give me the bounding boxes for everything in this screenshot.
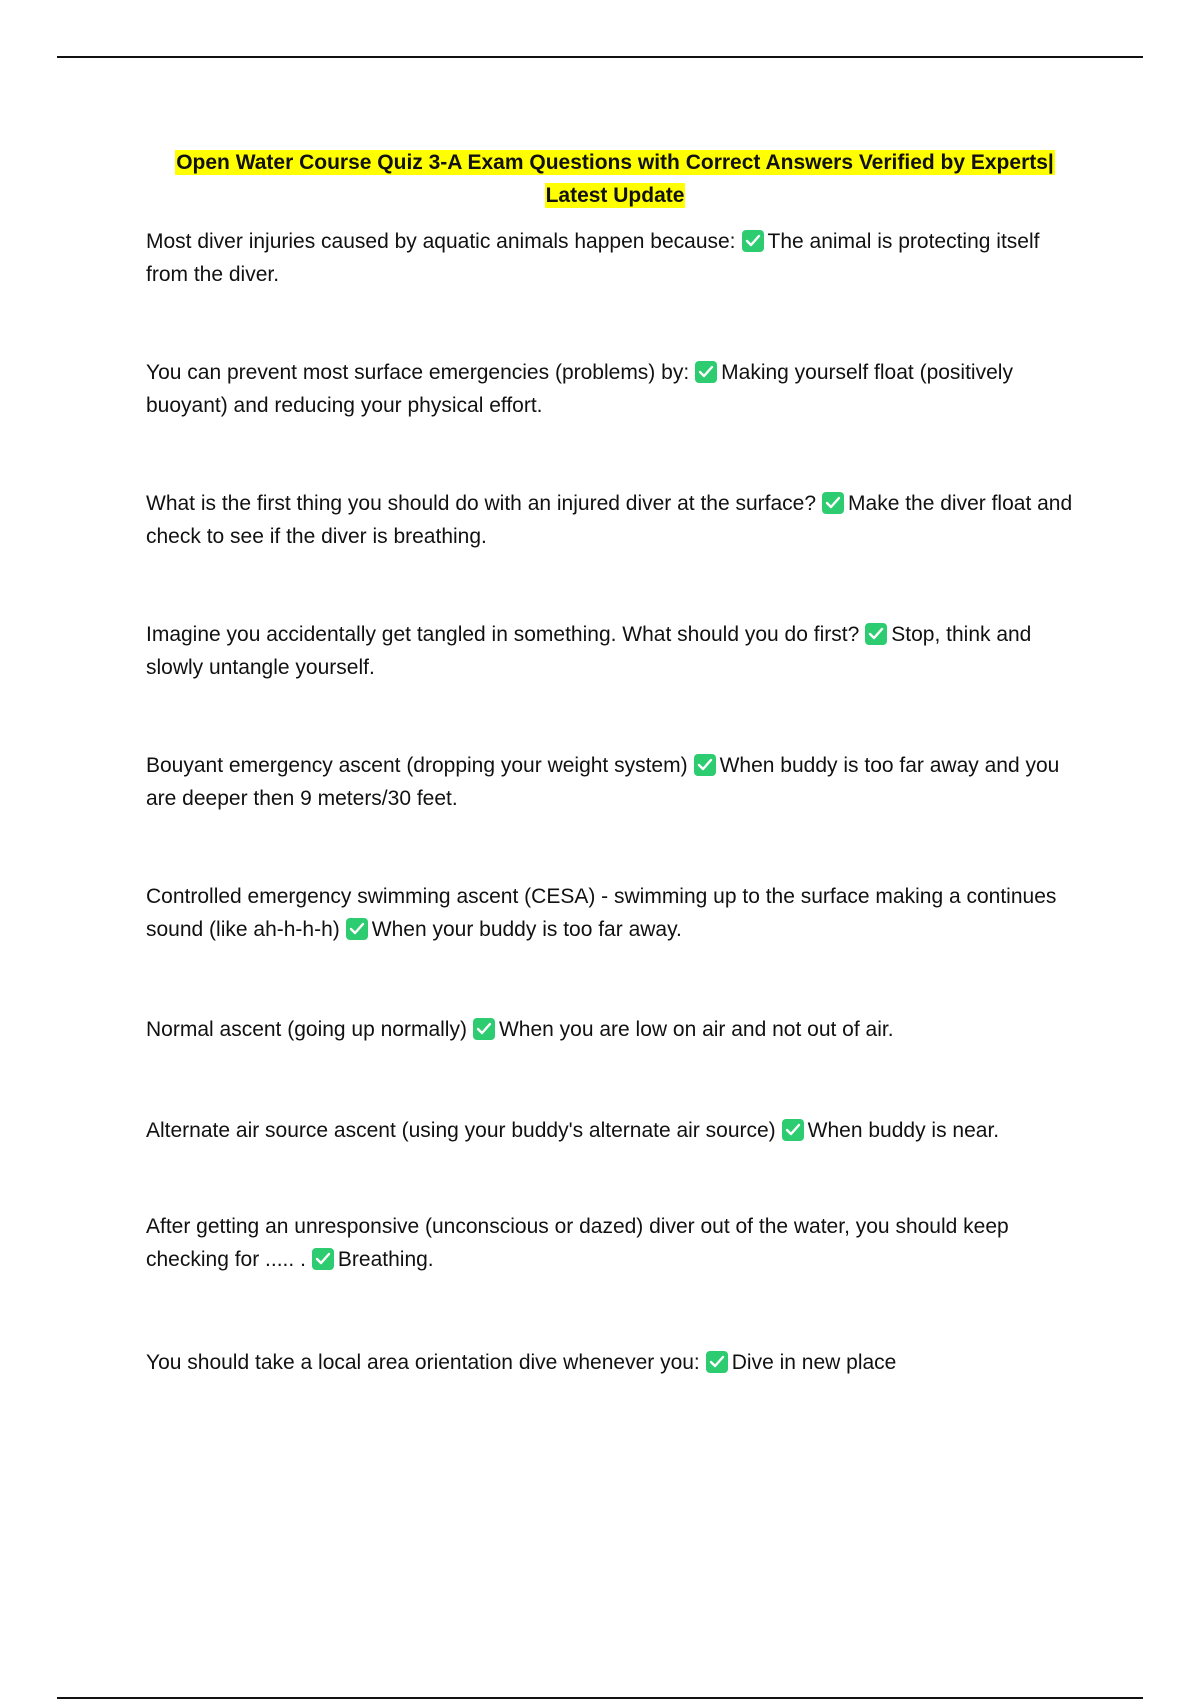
question-text: You can prevent most surface emergencies (problems) by:: [146, 361, 690, 384]
check-mark-icon: [742, 230, 764, 252]
bottom-rule: [57, 1697, 1143, 1699]
answer-text: The animal is protecting itself from the diver.: [146, 230, 1040, 286]
check-mark-icon: [312, 1248, 334, 1270]
answer-text: Making yourself float (positively buoyant) and reducing your physical effort.: [146, 361, 1013, 417]
question-text: What is the first thing you should do with an injured diver at the surface?: [146, 492, 817, 515]
check-mark-icon: [782, 1119, 804, 1141]
check-mark-icon: [706, 1351, 728, 1373]
question-text: Most diver injuries caused by aquatic animals happen because:: [146, 230, 736, 253]
qa-item-10: [146, 1346, 1086, 1379]
question-text: Imagine you accidentally get tangled in something. What should you do first?: [146, 623, 860, 646]
qa-item-4: [146, 618, 1086, 684]
answer-text: Make the diver float and check to see if the diver is breathing.: [146, 492, 1073, 548]
check-mark-icon: [822, 492, 844, 514]
question-text: You should take a local area orientation dive whenever you:: [146, 1351, 700, 1374]
title-line-1: Open Water Course Quiz 3-A Exam Questions with Correct Answers Verified by Experts|: [176, 151, 1054, 174]
top-rule: [57, 56, 1143, 58]
document-title: [140, 146, 1090, 212]
qa-item-9: [146, 1210, 1086, 1276]
question-text: Alternate air source ascent (using your buddy's alternate air source): [146, 1119, 776, 1142]
answer-text: Stop, think and slowly untangle yourself.: [146, 623, 1032, 679]
check-mark-icon: [473, 1018, 495, 1040]
question-text: After getting an unresponsive (unconscious or dazed) diver out of the water, you should keep checking for ..... .: [146, 1215, 1009, 1271]
qa-item-5: [146, 749, 1086, 815]
qa-item-2: [146, 356, 1086, 422]
title-line-2: Latest Update: [545, 184, 685, 207]
check-mark-icon: [695, 361, 717, 383]
qa-item-3: [146, 487, 1086, 553]
check-mark-icon: [346, 918, 368, 940]
qa-item-1: [146, 225, 1086, 291]
question-text: Bouyant emergency ascent (dropping your weight system): [146, 754, 688, 777]
answer-text: When buddy is too far away and you are deeper then 9 meters/30 feet.: [146, 754, 1060, 810]
answer-text: When buddy is near.: [807, 1119, 1000, 1142]
answer-text: When your buddy is too far away.: [371, 918, 682, 941]
check-mark-icon: [694, 754, 716, 776]
answer-text: When you are low on air and not out of air.: [498, 1018, 894, 1041]
question-text: Normal ascent (going up normally): [146, 1018, 467, 1041]
question-text: Controlled emergency swimming ascent (CESA) - swimming up to the surface making a continues sound (like ah-h-h-h): [146, 885, 1057, 941]
check-mark-icon: [865, 623, 887, 645]
answer-text: Breathing.: [337, 1248, 434, 1271]
qa-item-7: [146, 1013, 1086, 1046]
qa-item-6: [146, 880, 1086, 946]
qa-item-8: [146, 1114, 1086, 1147]
answer-text: Dive in new place: [731, 1351, 897, 1374]
